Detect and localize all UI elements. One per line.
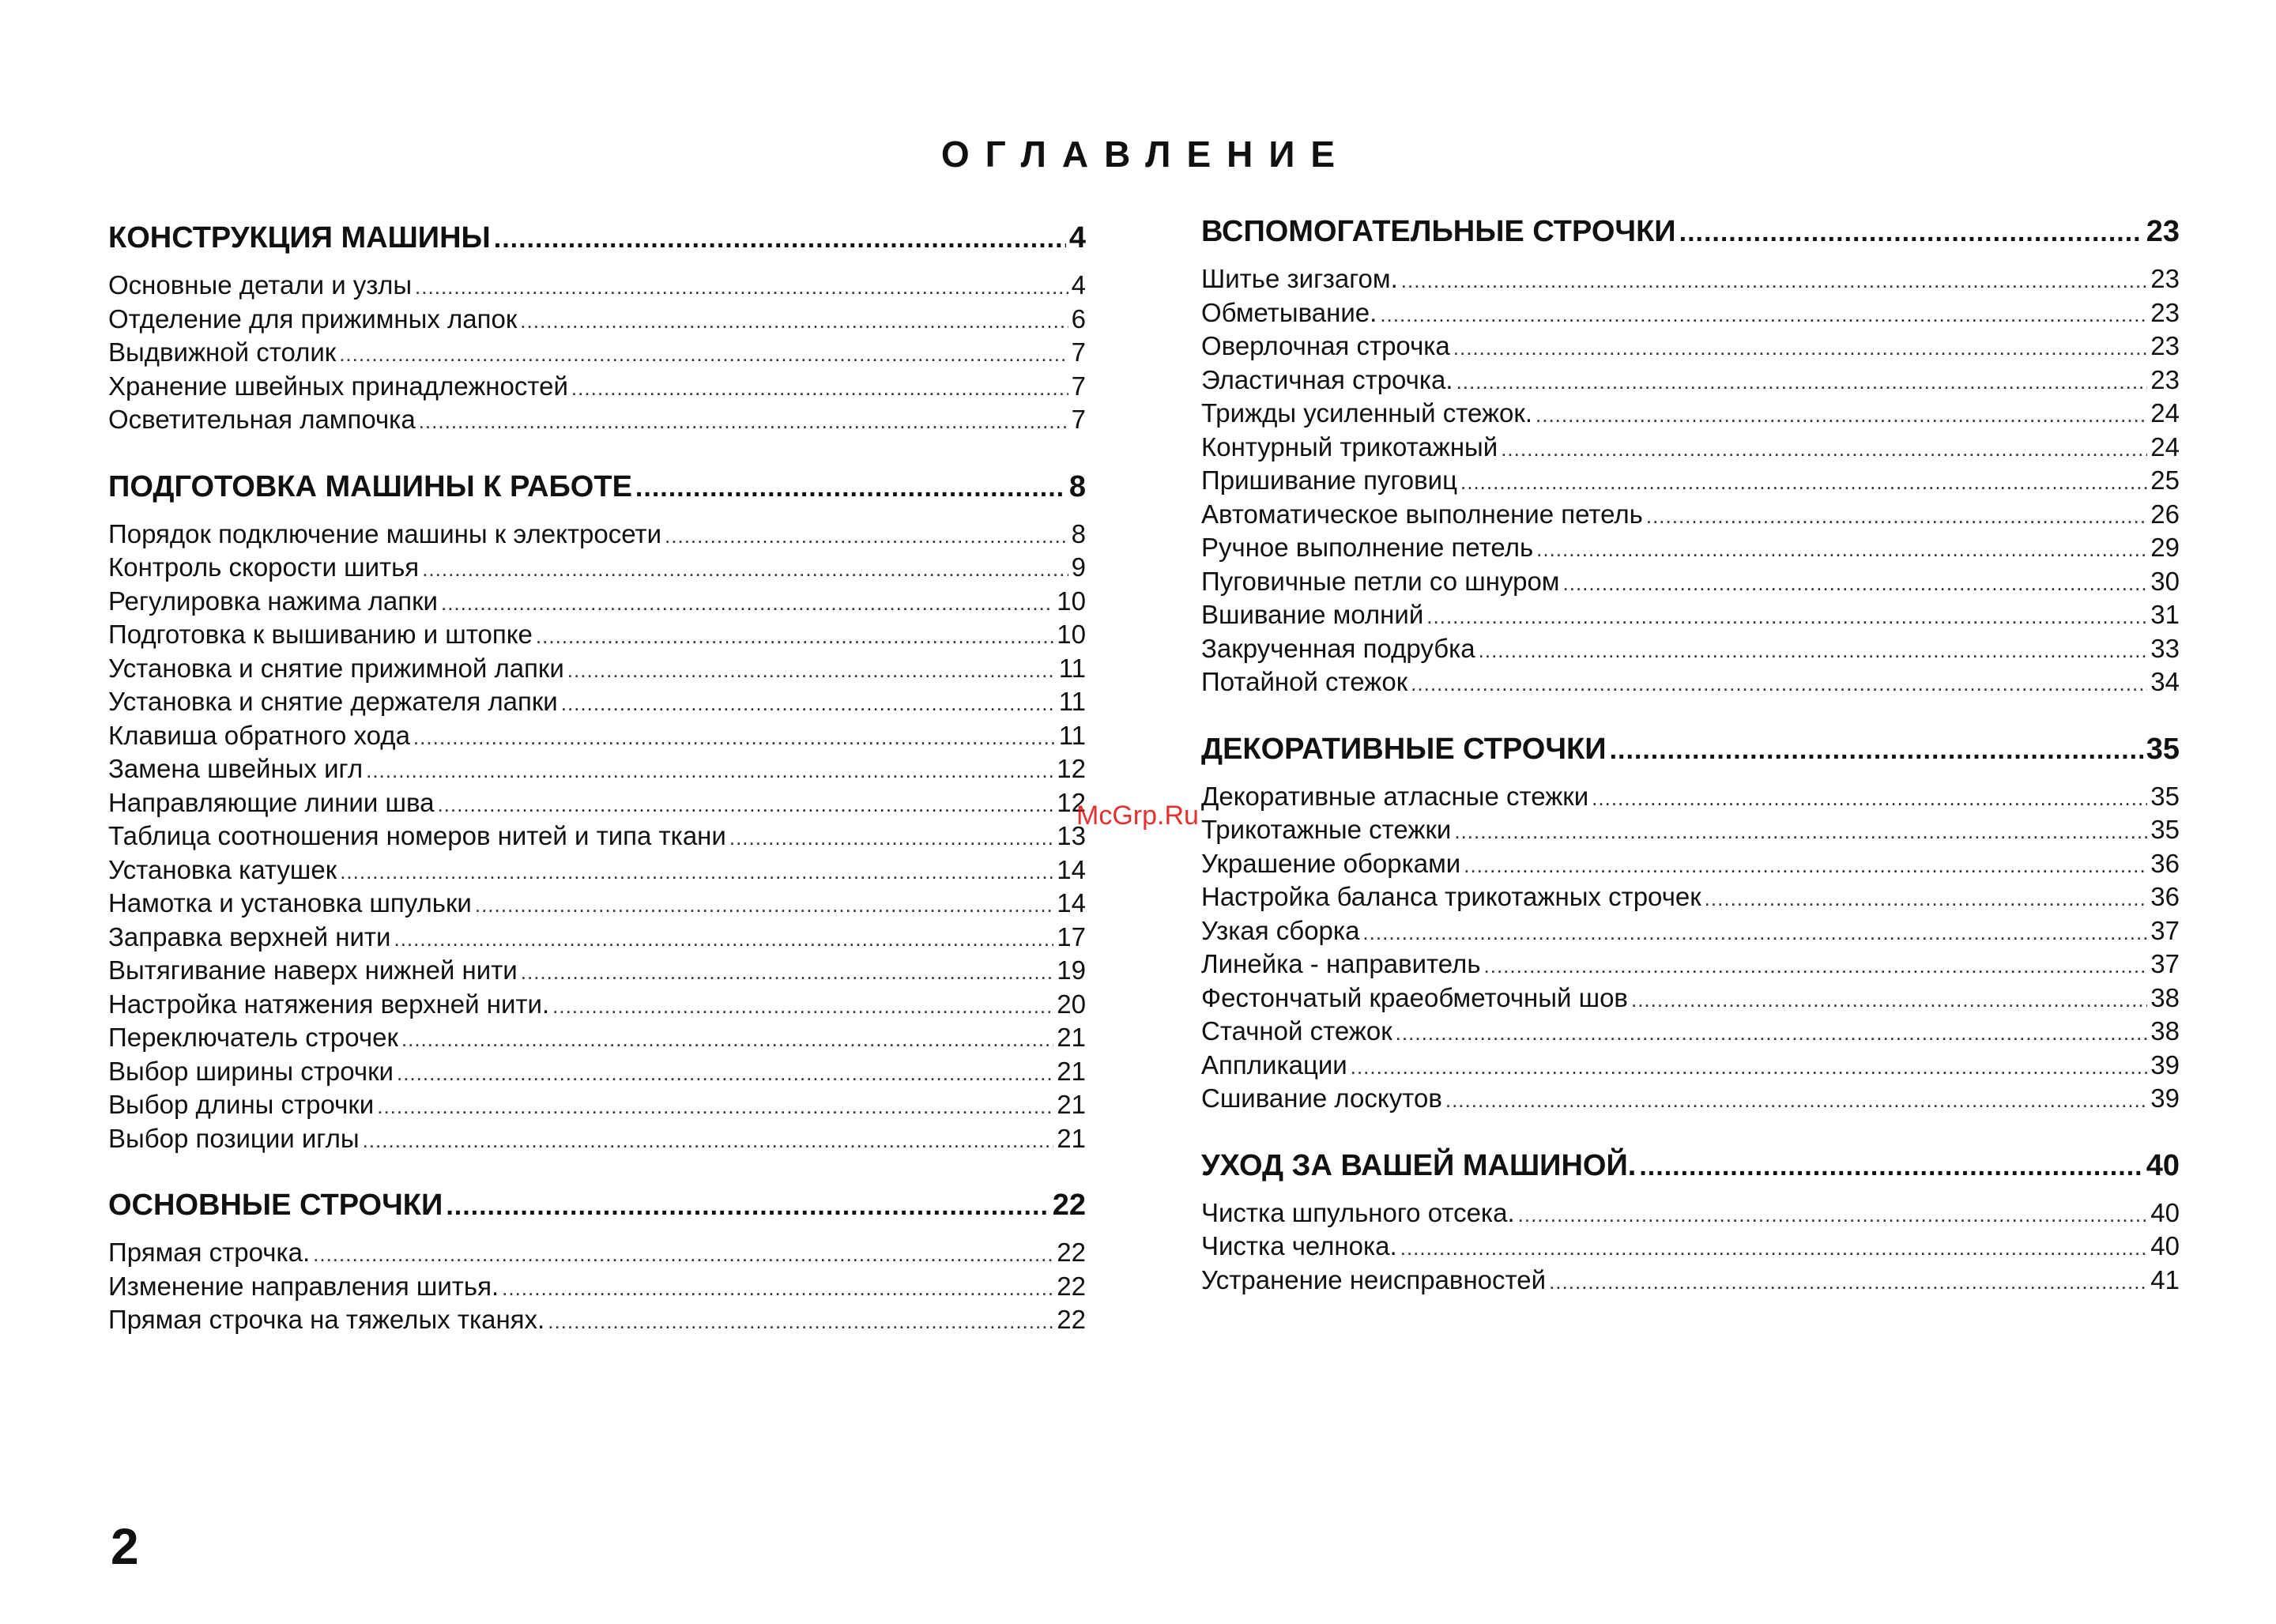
toc-entry[interactable] — [108, 853, 1086, 887]
toc-entry-page: 21 — [1057, 1023, 1086, 1052]
dot-leader — [475, 888, 1053, 922]
toc-entry-page: 10 — [1057, 586, 1086, 616]
toc-entry-label: Чистка челнока. — [1201, 1231, 1397, 1260]
toc-entry[interactable] — [1201, 780, 2180, 814]
toc-entry-label: Прямая строчка. — [108, 1238, 311, 1267]
toc-entry[interactable] — [1201, 431, 2180, 465]
toc-entry-label: Осветительная лампочка — [108, 405, 416, 434]
dot-leader — [1631, 983, 2147, 1017]
toc-column-left — [108, 213, 1086, 1337]
toc-entry-page: 29 — [2150, 533, 2180, 562]
toc-entry-page: 21 — [1057, 1056, 1086, 1086]
toc-entry[interactable] — [1201, 1230, 2180, 1264]
toc-entry[interactable] — [108, 786, 1086, 820]
toc-entry-label: Настройка натяжения верхней нити. — [108, 989, 550, 1019]
toc-entry[interactable] — [108, 1303, 1086, 1337]
toc-entry-page: 12 — [1057, 787, 1086, 817]
toc-entry-page: 20 — [1057, 989, 1086, 1019]
toc-entry-page: 23 — [2150, 264, 2180, 293]
toc-entry-label: Украшение оборками — [1201, 848, 1461, 878]
dot-leader — [1445, 1083, 2147, 1117]
toc-entry[interactable] — [1201, 665, 2180, 699]
toc-entry[interactable] — [108, 1088, 1086, 1122]
toc-entry[interactable] — [1201, 498, 2180, 532]
toc-entry-page: 22 — [1057, 1305, 1086, 1334]
toc-entry[interactable] — [108, 685, 1086, 719]
toc-entry-label: Контурный трикотажный — [1201, 431, 1498, 462]
toc-entry-label: Отделение для прижимных лапок — [108, 303, 518, 333]
toc-entry-page: 12 — [1057, 754, 1086, 783]
dot-leader — [502, 1272, 1053, 1306]
toc-entry[interactable] — [1201, 565, 2180, 599]
toc-entry-label: Декоративные атласные стежки — [1201, 781, 1589, 811]
toc-entry-label: Эластичная строчка. — [1201, 364, 1453, 394]
toc-entry-label: Аппликации — [1201, 1049, 1347, 1080]
toc-entry[interactable] — [108, 551, 1086, 585]
toc-entry-label: Стачной стежок — [1201, 1016, 1392, 1046]
dot-leader — [437, 788, 1053, 822]
toc-entry[interactable] — [1201, 880, 2180, 914]
toc-entry-label: Ручное выполнение петель — [1201, 533, 1534, 562]
dot-leader — [422, 552, 1068, 586]
toc-entry[interactable] — [108, 303, 1086, 337]
toc-entry-label: Сшивание лоскутов — [1201, 1083, 1442, 1113]
dot-leader — [1549, 1265, 2147, 1299]
toc-section-heading[interactable] — [1201, 1141, 2180, 1190]
toc-entry[interactable] — [108, 618, 1086, 652]
toc-entry-page: 39 — [2150, 1083, 2180, 1113]
dot-leader — [494, 214, 1066, 263]
toc-entry[interactable] — [1201, 632, 2180, 666]
toc-entry-label: Шитье зигзагом. — [1201, 264, 1398, 293]
toc-entry[interactable] — [1201, 330, 2180, 364]
dot-leader — [1484, 949, 2148, 983]
toc-entry-page: 38 — [2150, 982, 2180, 1012]
toc-entry-page: 40 — [2150, 1231, 2180, 1260]
toc-entry-page: 30 — [2150, 566, 2180, 596]
dot-leader — [397, 1057, 1053, 1091]
dot-leader — [401, 1023, 1053, 1057]
toc-entry-label: Установка катушек — [108, 854, 337, 884]
toc-entry[interactable] — [108, 1055, 1086, 1089]
toc-entry-label: Устранение неисправностей — [1201, 1264, 1547, 1294]
dot-leader — [552, 989, 1053, 1023]
toc-entry-page: 39 — [2150, 1049, 2180, 1080]
toc-entry-label: Регулировка нажима лапки — [108, 586, 438, 616]
dot-leader — [1646, 499, 2147, 533]
toc-entry-page: 22 — [1057, 1271, 1086, 1301]
toc-entry[interactable] — [108, 719, 1086, 753]
toc-entry[interactable] — [108, 269, 1086, 303]
toc-entry-page: 41 — [2150, 1264, 2180, 1294]
toc-entry[interactable] — [108, 954, 1086, 988]
toc-entry[interactable] — [108, 336, 1086, 370]
dot-leader — [313, 1238, 1053, 1272]
dot-leader — [1639, 1142, 2142, 1191]
toc-entry-label: Закрученная подрубка — [1201, 633, 1475, 663]
toc-entry-page: 21 — [1057, 1123, 1086, 1153]
dot-leader — [1563, 567, 2148, 601]
toc-entry-page: 26 — [2150, 499, 2180, 529]
toc-entry[interactable] — [1201, 948, 2180, 982]
toc-entry-label: Замена швейных игл — [108, 754, 364, 783]
toc-entry-page: 9 — [1071, 552, 1086, 582]
toc-entry-label: Линейка - направитель — [1201, 949, 1481, 978]
dot-leader — [521, 955, 1054, 989]
toc-entry-page: 17 — [1057, 921, 1086, 951]
dot-leader — [446, 1181, 1049, 1230]
dot-leader — [1380, 298, 2147, 332]
toc-entry-label: Вшивание молний — [1201, 600, 1424, 629]
toc-entry-page: 10 — [1057, 620, 1086, 649]
dot-leader — [729, 821, 1053, 855]
dot-leader — [1479, 634, 2148, 668]
dot-leader — [561, 687, 1056, 721]
dot-leader — [339, 337, 1068, 371]
toc-entry[interactable] — [108, 988, 1086, 1022]
toc-entry-label: Намотка и установка шпульки — [108, 888, 472, 918]
dot-leader — [1679, 208, 2143, 257]
dot-leader — [394, 922, 1053, 956]
toc-entry[interactable] — [1201, 813, 2180, 847]
toc-entry-page: 37 — [2150, 915, 2180, 945]
toc-section-heading[interactable] — [1201, 207, 2180, 256]
dot-leader — [1453, 331, 2148, 365]
toc-column-right — [1201, 207, 2180, 1297]
toc-entry[interactable] — [108, 1236, 1086, 1270]
toc-section-heading[interactable] — [108, 1181, 1086, 1230]
watermark: McGrp.Ru — [1076, 801, 1199, 831]
toc-entry-label: Изменение направления шитья. — [108, 1271, 499, 1301]
toc-entry-label: Оверлочная строчка — [1201, 331, 1450, 360]
toc-entry-label: Выдвижной столик — [108, 337, 337, 367]
toc-entry-page: 23 — [2150, 297, 2180, 327]
toc-entry-label: Трижды усиленный стежок. — [1201, 398, 1533, 428]
toc-entry-label: Установка и снятие прижимной лапки — [108, 653, 564, 683]
dot-leader — [1536, 398, 2147, 432]
page-title: ОГЛАВЛЕНИЕ — [940, 134, 1351, 175]
dot-leader — [1501, 432, 2147, 466]
section-heading-label: ДЕКОРАТИВНЫЕ СТРОЧКИ — [1201, 732, 1607, 766]
toc-entry[interactable] — [1201, 598, 2180, 632]
toc-entry-label: Переключатель строчек — [108, 1023, 398, 1052]
toc-entry-page: 21 — [1057, 1090, 1086, 1119]
toc-entry-page: 31 — [2150, 600, 2180, 629]
toc-entry-page: 14 — [1057, 888, 1086, 918]
dot-leader — [413, 721, 1056, 755]
toc-entry-label: Автоматическое выполнение петель — [1201, 499, 1643, 529]
toc-entry[interactable] — [108, 370, 1086, 404]
toc-entry-page: 23 — [2150, 364, 2180, 394]
toc-entry-page: 38 — [2150, 1016, 2180, 1046]
dot-leader — [567, 654, 1056, 688]
section-heading-page: 35 — [2146, 732, 2180, 766]
dot-leader — [635, 463, 1066, 512]
dot-leader — [1592, 782, 2147, 816]
toc-section — [108, 1181, 1086, 1337]
toc-entry-label: Хранение швейных принадлежностей — [108, 371, 568, 401]
dot-leader — [520, 304, 1068, 338]
toc-entry[interactable] — [1201, 1049, 2180, 1083]
toc-entry-page: 7 — [1071, 371, 1086, 401]
toc-entry[interactable] — [108, 820, 1086, 853]
toc-entry-page: 11 — [1058, 687, 1086, 716]
toc-entry-label: Обметывание. — [1201, 297, 1377, 327]
toc-entry[interactable] — [108, 1021, 1086, 1055]
toc-entry-label: Таблица соотношения номеров нитей и типа ткани — [108, 821, 726, 850]
dot-leader — [1610, 725, 2143, 774]
page-number: 2 — [111, 1518, 139, 1575]
toc-entry[interactable] — [1201, 397, 2180, 431]
toc-entry-label: Пришивание пуговиц — [1201, 465, 1458, 495]
dot-leader — [1351, 1050, 2148, 1084]
section-heading-label: ОСНОВНЫЕ СТРОЧКИ — [108, 1189, 443, 1222]
toc-entry-label: Прямая строчка на тяжелых тканях. — [108, 1305, 545, 1334]
dot-leader — [1464, 849, 2147, 883]
toc-entry-label: Клавиша обратного хода — [108, 720, 410, 750]
toc-entry-page: 11 — [1058, 720, 1086, 750]
dot-leader — [571, 371, 1068, 405]
toc-entry-label: Чистка шпульного отсека. — [1201, 1197, 1515, 1227]
toc-section — [1201, 725, 2180, 1116]
toc-entry[interactable] — [108, 1270, 1086, 1304]
toc-entry[interactable] — [1201, 982, 2180, 1015]
toc-entry-label: Установка и снятие держателя лапки — [108, 687, 558, 716]
toc-entry-page: 14 — [1057, 854, 1086, 884]
toc-entry-page: 36 — [2150, 848, 2180, 878]
toc-entry-page: 23 — [2150, 331, 2180, 360]
toc-entry-page: 33 — [2150, 633, 2180, 663]
dot-leader — [665, 519, 1068, 553]
dot-leader — [1362, 916, 2147, 950]
toc-entry-label: Подготовка к вышиванию и штопке — [108, 620, 533, 649]
toc-entry-page: 34 — [2150, 667, 2180, 696]
section-heading-page: 23 — [2146, 215, 2180, 248]
toc-section-heading[interactable] — [1201, 725, 2180, 774]
toc-entry-page: 35 — [2150, 815, 2180, 844]
toc-section — [1201, 1141, 2180, 1298]
toc-entry-label: Выбор длины строчки — [108, 1090, 375, 1119]
toc-entry-page: 19 — [1057, 955, 1086, 985]
toc-entry[interactable] — [1201, 464, 2180, 498]
dot-leader — [1454, 815, 2147, 849]
dot-leader — [1460, 465, 2147, 499]
toc-section-heading[interactable] — [108, 213, 1086, 262]
toc-entry-page: 25 — [2150, 465, 2180, 495]
toc-entry[interactable] — [1201, 914, 2180, 948]
toc-entry-label: Порядок подключение машины к электросети — [108, 518, 662, 548]
dot-leader — [1518, 1198, 2148, 1232]
toc-entry[interactable] — [1201, 296, 2180, 330]
toc-entry-page: 13 — [1057, 821, 1086, 850]
dot-leader — [1705, 882, 2148, 916]
section-heading-label: КОНСТРУКЦИЯ МАШИНЫ — [108, 221, 491, 254]
section-heading-page: 22 — [1052, 1189, 1086, 1222]
section-heading-page: 4 — [1068, 221, 1086, 254]
toc-entry-page: 11 — [1058, 653, 1086, 683]
toc-entry-label: Выбор позиции иглы — [108, 1123, 360, 1153]
toc-entry-label: Выбор ширины строчки — [108, 1056, 394, 1086]
toc-entry[interactable] — [1201, 1015, 2180, 1049]
dot-leader — [377, 1090, 1053, 1124]
dot-leader — [415, 270, 1068, 304]
toc-entry-label: Трикотажные стежки — [1201, 815, 1452, 844]
toc-section — [1201, 207, 2180, 699]
toc-entry-page: 7 — [1071, 405, 1086, 434]
dot-leader — [419, 405, 1068, 439]
toc-entry-label: Потайной стежок — [1201, 667, 1408, 696]
section-heading-page: 40 — [2146, 1148, 2180, 1182]
toc-entry-label: Вытягивание наверх нижней нити — [108, 955, 518, 985]
toc-entry-page: 6 — [1071, 303, 1086, 333]
toc-entry-label: Заправка верхней нити — [108, 921, 391, 951]
toc-section-heading[interactable] — [108, 462, 1086, 511]
dot-leader — [366, 754, 1053, 788]
toc-entry-page: 24 — [2150, 398, 2180, 428]
section-heading-page: 8 — [1068, 469, 1086, 503]
toc-entry-page: 4 — [1071, 270, 1086, 300]
dot-leader — [1400, 1231, 2148, 1265]
dot-leader — [1396, 1016, 2148, 1050]
dot-leader — [363, 1124, 1054, 1158]
toc-entry-page: 40 — [2150, 1197, 2180, 1227]
toc-section — [108, 213, 1086, 437]
toc-entry[interactable] — [1201, 364, 2180, 398]
toc-entry-label: Основные детали и узлы — [108, 270, 413, 300]
toc-entry-page: 37 — [2150, 949, 2180, 978]
dot-leader — [1456, 365, 2148, 399]
toc-entry-page: 7 — [1071, 337, 1086, 367]
toc-entry-label: Контроль скорости шитья — [108, 552, 420, 582]
section-heading-label: ПОДГОТОВКА МАШИНЫ К РАБОТЕ — [108, 469, 632, 503]
toc-entry-page: 36 — [2150, 882, 2180, 911]
toc-entry-page: 8 — [1071, 518, 1086, 548]
toc-entry[interactable] — [108, 518, 1086, 552]
dot-leader — [441, 586, 1053, 620]
toc-entry[interactable] — [108, 403, 1086, 437]
toc-entry-page: 24 — [2150, 431, 2180, 462]
toc-entry[interactable] — [1201, 1196, 2180, 1230]
toc-entry-label: Узкая сборка — [1201, 915, 1360, 945]
toc-entry-page: 22 — [1057, 1238, 1086, 1267]
toc-entry[interactable] — [1201, 847, 2180, 881]
dot-leader — [536, 620, 1053, 654]
toc-entry-label: Направляющие линии шва — [108, 787, 435, 817]
dot-leader — [340, 855, 1053, 889]
dot-leader — [548, 1305, 1053, 1339]
dot-leader — [1426, 600, 2147, 634]
toc-entry[interactable] — [108, 1122, 1086, 1156]
dot-leader — [1401, 264, 2148, 298]
toc-entry-page: 35 — [2150, 781, 2180, 811]
toc-entry[interactable] — [108, 887, 1086, 921]
dot-leader — [1536, 533, 2147, 567]
toc-section — [108, 462, 1086, 1156]
toc-entry-label: Пуговичные петли со шнуром — [1201, 566, 1560, 596]
toc-entry[interactable] — [1201, 1082, 2180, 1116]
section-heading-label: ВСПОМОГАТЕЛЬНЫЕ СТРОЧКИ — [1201, 215, 1676, 248]
toc-entry[interactable] — [1201, 262, 2180, 296]
toc-entry-label: Настройка баланса трикотажных строчек — [1201, 882, 1701, 911]
toc-entry[interactable] — [108, 921, 1086, 955]
toc-entry-label: Фестончатый краеобметочный шов — [1201, 982, 1628, 1012]
dot-leader — [1411, 667, 2147, 701]
toc-entry[interactable] — [108, 752, 1086, 786]
section-heading-label: УХОД ЗА ВАШЕЙ МАШИНОЙ. — [1201, 1148, 1637, 1182]
toc-entry[interactable] — [108, 585, 1086, 619]
toc-entry[interactable] — [1201, 1264, 2180, 1298]
toc-entry[interactable] — [1201, 531, 2180, 565]
toc-entry[interactable] — [108, 652, 1086, 686]
